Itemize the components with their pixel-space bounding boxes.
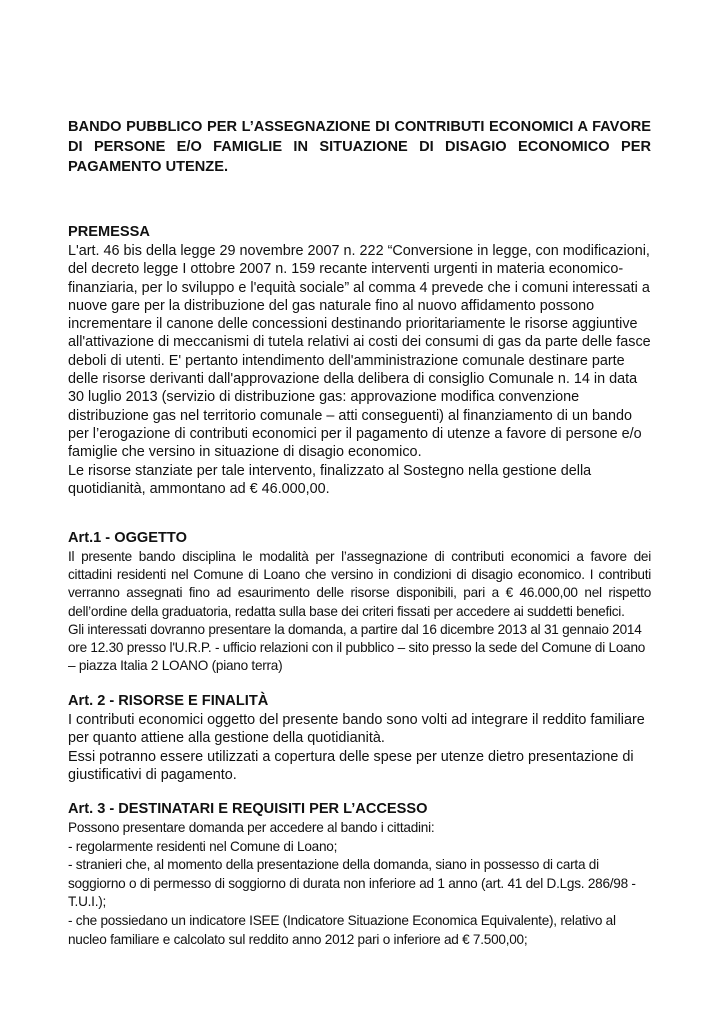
- section-premessa: [68, 223, 651, 498]
- section-heading-art2: Art. 2 - RISORSE E FINALITÀ: [68, 693, 269, 709]
- art3-intro: Possono presentare domanda per accedere al bando i cittadini:: [68, 820, 435, 835]
- section-art2: [68, 692, 651, 785]
- section-heading-art3: Art. 3 - DESTINATARI E REQUISITI PER L’ACCESSO: [68, 801, 428, 817]
- section-art1: [68, 529, 651, 675]
- art1-paragraph-1: Il presente bando disciplina le modalità per l’assegnazione di contributi economici a favore dei cittadini residenti nel Comune di Loano che versino in condizioni di disagio economico. I contributi verranno assegnati fino ad esaurimento delle risorse disponibili, pari a € 46.000,00 nel rispetto dell’ordine della graduatoria, redatta sulla base dei criteri fissati per accedere ai suddetti benefici.: [68, 549, 651, 619]
- art3-list-item: - regolarmente residenti nel Comune di Loano;: [68, 838, 338, 854]
- art2-paragraph-2: Essi potranno essere utilizzati a copertura delle spese per utenze dietro presentazione di giustificativi di pagamento.: [68, 748, 634, 784]
- premessa-paragraph-1: L'art. 46 bis della legge 29 novembre 2007 n. 222 “Conversione in legge, con modificazioni, del decreto legge I ottobre 2007 n. 159 recante interventi urgenti in materia economico-finanziaria, per lo sviluppo e l'equità sociale” al comma 4 prevede che i comuni interessati a nuove gare per la distribuzione del gas naturale fino al nuovo affidamento possono incrementare il canone delle concessioni destinando prioritariamente le risorse aggiuntive all'attivazione di meccanismi di tutela relativi ai costi dei consumi di gas da parte delle fasce deboli di utenti. E' pertanto intendimento dell'amministrazione comunale destinare parte delle risorse derivanti dall'approvazione della delibera di consiglio Comunale n. 14 in data 30 luglio 2013 (servizio di distribuzione gas: approvazione modifica convenzione distribuzione gas nel territorio comunale – atti conseguenti) al finanziamento di un bando per l’erogazione di contributi economici per il pagamento di utenze a favore di persone e/o famiglie che versino in situazione di disagio economico.: [68, 243, 651, 461]
- section-art3: [68, 800, 651, 949]
- art3-list-item: - che possiedano un indicatore ISEE (Indicatore Situazione Economica Equivalente), relativo al nucleo familiare e calcolato sul reddito anno 2012 pari o inferiore ad € 7.500,00;: [68, 912, 616, 947]
- section-heading-premessa: PREMESSA: [68, 224, 150, 240]
- art3-list-item: - stranieri che, al momento della presentazione della domanda, siano in possesso di carta di soggiorno o di permesso di soggiorno di durata non inferiore ad 1 anno (art. 41 del D.Lgs. 286/98 - T.U.I.);: [68, 857, 636, 910]
- art1-paragraph-2: Gli interessati dovranno presentare la domanda, a partire dal 16 dicembre 2013 al 31 gennaio 2014 ore 12.30 presso l'U.R.P. - ufficio relazioni con il pubblico – sito presso la sede del Comune di Loano – piazza Italia 2 LOANO (piano terra): [68, 621, 646, 674]
- document-title: BANDO PUBBLICO PER L’ASSEGNAZIONE DI CONTRIBUTI ECONOMICI A FAVORE DI PERSONE E/O FAMIGLIE IN SITUAZIONE DI DISAGIO ECONOMICO PER PAGAMENTO UTENZE.: [68, 119, 651, 175]
- section-heading-art1: Art.1 - OGGETTO: [68, 530, 187, 546]
- art2-paragraph-1: I contributi economici oggetto del presente bando sono volti ad integrare il reddito familiare per quanto attiene alla gestione della quotidianità.: [68, 712, 645, 747]
- premessa-paragraph-2: Le risorse stanziate per tale intervento, finalizzato al Sostegno nella gestione della quotidianità, ammontano ad € 46.000,00.: [68, 462, 592, 497]
